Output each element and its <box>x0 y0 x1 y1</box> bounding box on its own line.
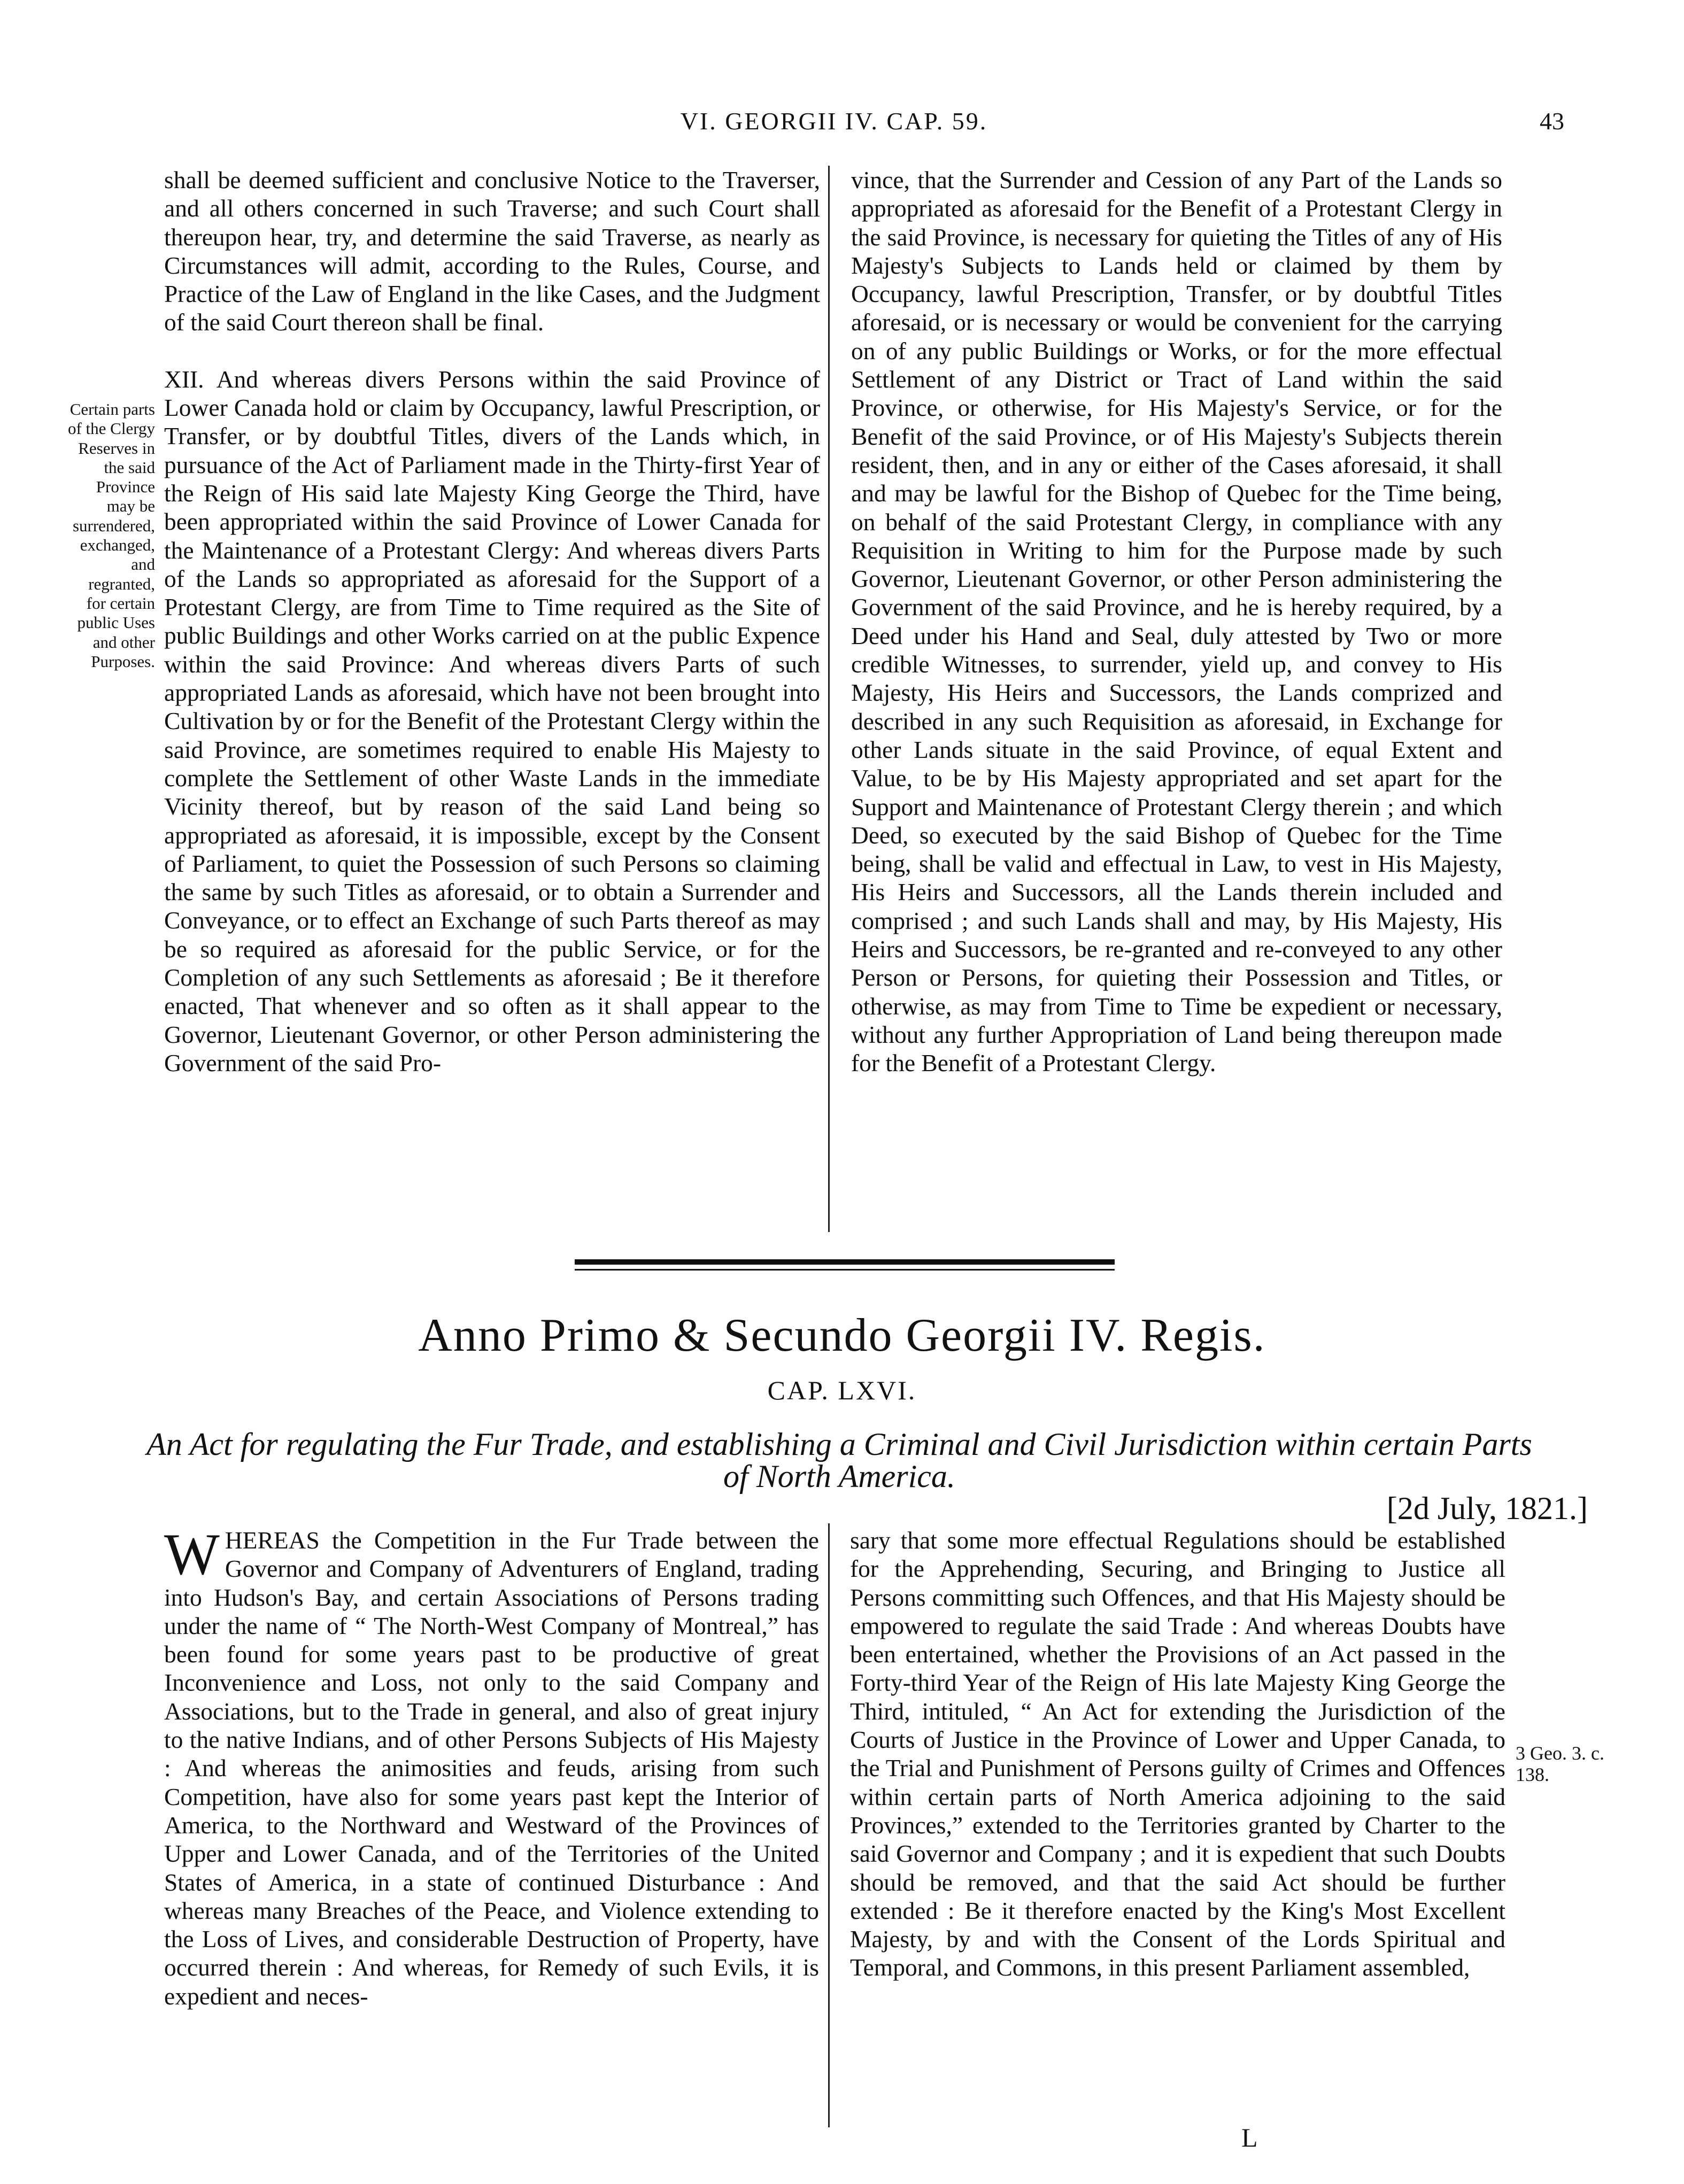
drop-cap: W <box>164 1522 220 1587</box>
upper-right-column: vince, that the Surrender and Cession of any Part of the Lands so appropriated as aforesaid for the Benefit of a Protestant Clergy in the said Province, is necessary for quieting the Titles of any of His Majesty's Subjects to Lands held or claimed by them by Occupancy, lawful Prescription, Transfer, or by doubtful Titles aforesaid, or is necessary or would be convenient for the carrying on of any public Buildings or Works, or for the more effectual Settlement of any District or Tract of Land within the said Province, or otherwise, for His Majesty's Service, or for the Benefit of the said Province, or of His Majesty's Subjects therein resident, then, and in any or either of the Cases aforesaid, it shall and may be lawful for the Bishop of Quebec for the Time being, on behalf of the said Protestant Clergy, in compliance with any Requisition in Writing to him for the Purpose made by such Governor, Lieutenant Governor, or other Person administering the Government of the said Province, and he is hereby required, by a Deed under his Hand and Seal, duly attested by Two or more credible Witnesses, to surrender, yield up, and convey to His Majesty, His Heirs and Successors, the Lands comprized and described in any such Requisition as aforesaid, in Exchange for other Lands situate in the said Province, of equal Extent and Value, to be by His Majesty appropriated and set apart for the Support and Maintenance of Protestant Clergy therein ; and which Deed, so executed by the said Bishop of Quebec for the Time being, shall be valid and effectual in Law, to vest in His Majesty, His Heirs and Successors, all the Lands therein included and comprised ; and such Lands shall and may, by His Majesty, His Heirs and Successors, be re-granted and re-conveyed to any other Person or Persons, for quieting their Possession and Titles, or otherwise, as may from Time to Time be expedient or necessary, without any further Appropriation of Land being thereupon made for the Benefit of a Protestant Clergy. <box>851 166 1502 1077</box>
section-rule-thick <box>575 1259 1115 1265</box>
act-title-line-1: An Act for regulating the Fur Trade, and establishing a Criminal and Civil Jurisdiction within certain Parts <box>146 1427 1532 1462</box>
act-date: [2d July, 1821.] <box>1386 1491 1588 1526</box>
running-header: VI. GEORGII IV. CAP. 59. <box>680 107 988 135</box>
signature-mark: L <box>1241 2123 1258 2152</box>
chapter-number: CAP. LXVI. <box>767 1375 917 1405</box>
preamble-text: HEREAS the Competition in the Fur Trade between the Governor and Company of Adventurers of England, trading into Hudson's Bay, and certain Associations of Persons trading under the name of “ The North-West Company of Montreal,” has been found for some years past to be productive of great Inconvenience and Loss, not only to the said Company and Associations, but to the Trade in general, and also of great injury to the native Indians, and of other Persons Subjects of His Majesty : And whereas the animosities and feuds, arising from such Competition, have also for some years past kept the Interior of America, to the Northward and Westward of the Provinces of Upper and Lower Canada, and of the Territories of the United States of America, in a state of continued Disturbance : And whereas many Breaches of the Peace, and Violence extending to the Loss of Lives, and considerable Destruction of Property, have occurred therein : And whereas, for Remedy of such Evils, it is expedient and neces- <box>164 1527 819 2010</box>
paragraph-continuation: shall be deemed sufficient and conclusive Notice to the Traverser, and all others concerned in such Traverse; and such Court shall thereupon hear, try, and determine the said Traverse, as nearly as Circumstances will admit, according to the Rules, Course, and Practice of the Law of England in the like Cases, and the Judgment of the said Court thereon shall be final. <box>164 166 820 336</box>
margin-note-statute-citation: 3 Geo. 3. c. 138. <box>1516 1742 1604 1785</box>
lower-left-column <box>164 1522 819 2010</box>
act-title-line-2: of North America. <box>723 1459 955 1494</box>
column-divider-lower <box>828 1523 830 2127</box>
upper-left-column <box>164 166 820 1077</box>
page-number: 43 <box>1540 107 1564 135</box>
regnal-title: Anno Primo & Secundo Georgii IV. Regis. <box>418 1310 1266 1361</box>
section-xii-paragraph: XII. And whereas divers Persons within the said Province of Lower Canada hold or claim by Occupancy, lawful Prescription, or Transfer, or by doubtful Titles, divers of the Lands which, in pursuance of the Act of Parliament made in the Thirty-first Year of the Reign of His said late Majesty King George the Third, have been appropriated within the said Province of Lower Canada for the Maintenance of a Protestant Clergy: And whereas divers Parts of the Lands so appropriated as aforesaid for the Support of a Protestant Clergy, are from Time to Time required as the Site of public Buildings and other Works carried on at the public Expence within the said Province: And whereas divers Parts of such appropriated Lands as aforesaid, which have not been brought into Cultivation by or for the Benefit of the Protestant Clergy within the said Province, are sometimes required to enable His Majesty to complete the Settlement of other Waste Lands in the immediate Vicinity thereof, but by reason of the said Land being so appropriated as aforesaid, it is impossible, except by the Consent of Parliament, to quiet the Possession of such Persons so claiming the same by such Titles as aforesaid, or to obtain a Surrender and Conveyance, or to effect an Exchange of such Parts thereof as may be so required as aforesaid for the public Service, or for the Completion of any such Settlements as aforesaid ; Be it therefore enacted, That whenever and so often as it shall appear to the Governor, Lieutenant Governor, or other Person administering the Government of the said Pro- <box>164 365 820 1076</box>
act-title <box>43 1427 1636 1526</box>
lower-right-column: sary that some more effectual Regulations should be established for the Apprehending, Securing, and Bringing to Justice all Persons committing such Offences, and that His Majesty should be empowered to regulate the said Trade : And whereas Doubts have been entertained, whether the Provisions of an Act passed in the Forty-third Year of the Reign of His late Majesty King George the Third, intituled, “ An Act for extending the Jurisdiction of the Courts of Justice in the Province of Lower and Upper Canada, to the Trial and Punishment of Persons guilty of Crimes and Offences within certain parts of North America adjoining to the said Provinces,” extended to the Territories granted by Charter to the said Governor and Company ; and it is expedient that such Doubts should be removed, and that the said Act should be further extended : Be it therefore enacted by the King's Most Excellent Majesty, by and with the Consent of the Lords Spiritual and Temporal, and Commons, in this present Parliament assembled, <box>850 1527 1505 1981</box>
act-title-line-2-wrap <box>43 1459 1636 1526</box>
section-rule-thin <box>575 1269 1115 1271</box>
column-divider-upper <box>828 166 830 1232</box>
margin-note-clergy-reserves: Certain parts of the Clergy Reserves in the said Province may be surrendered, exchanged, and regranted, for certain public Uses and other Purposes. <box>67 400 155 671</box>
